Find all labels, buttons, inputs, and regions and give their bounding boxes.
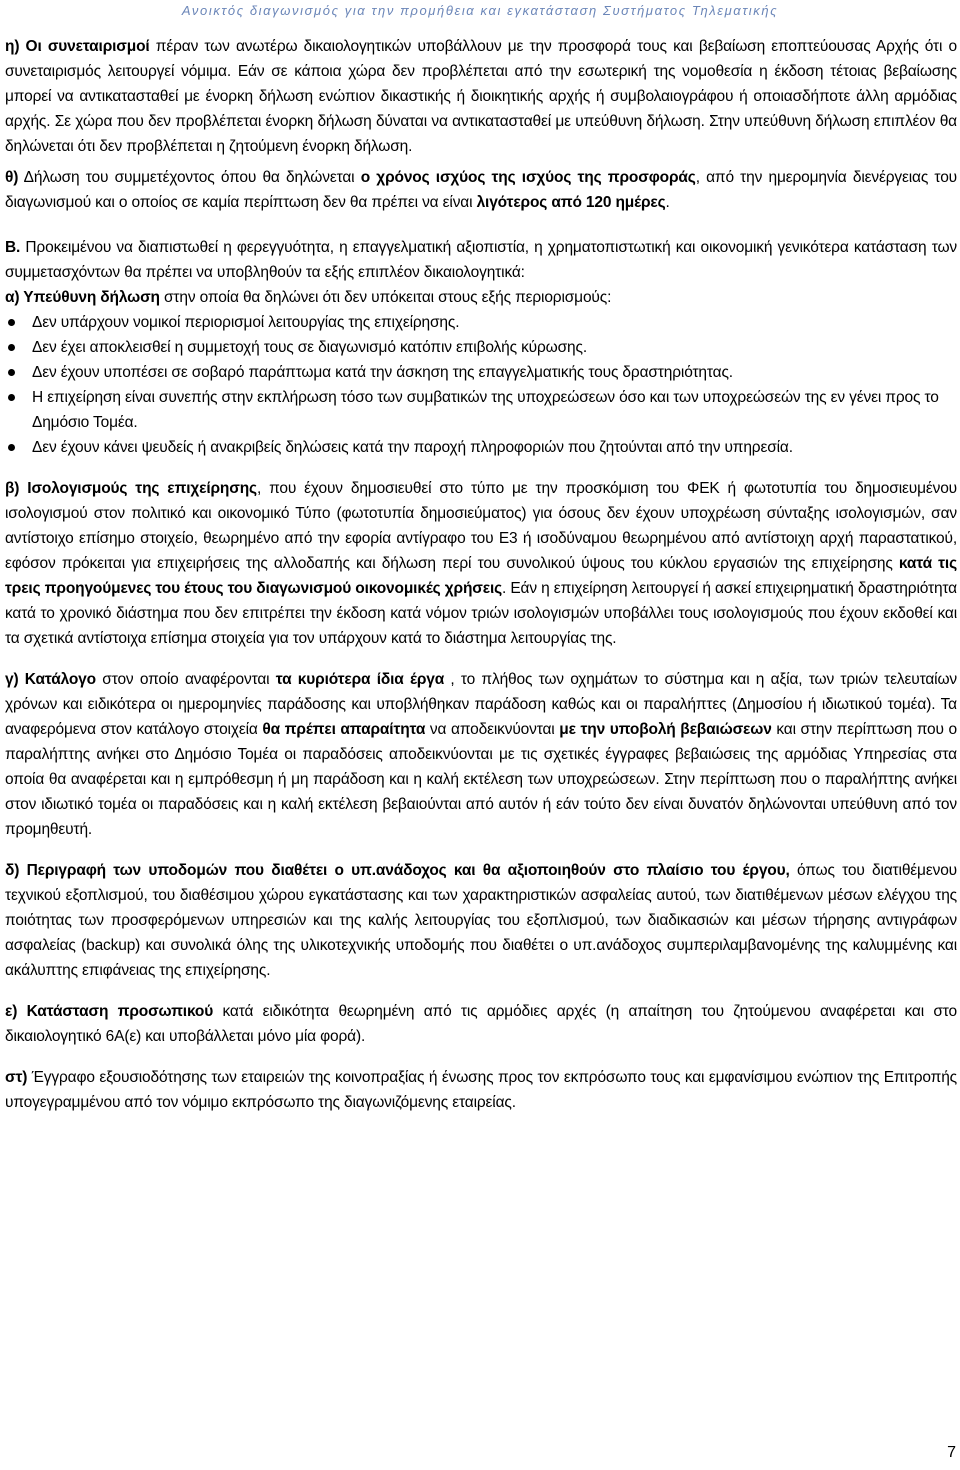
- paragraph-theta-text-1: Δήλωση του συμμετέχοντος όπου θα δηλώνεται: [18, 169, 361, 186]
- section-beta-heading: Β.: [5, 239, 21, 256]
- paragraph-vita-text-1: , που έχουν δημοσιευθεί στο τύπο με την προσκόμιση του ΦΕΚ ή φωτοτυπία του δημοσιευμένου ισολογισμού στον πολιτικό και οικονομικό Τύπο (φωτοτυπία δημοσιεύματος) για όσους δεν έχουν υποχρέωση σύνταξης ισολογισμών, σαν αντίστοιχο επίσημο στοιχείο, θεωρημένο από την εφορία αντίγραφο του Ε3 ή ισοδύναμου θεωρημένου από αντίστοιχη αρχή παραστατικού, εφόσον πρόκειται για επιχειρήσεις της αλλοδαπής και δήλωση περί του συνολικού ύψους του κύκλου εργασιών της επιχείρησης: [5, 480, 958, 572]
- section-beta-text: Προκειμένου να διαπιστωθεί η φερεγγυότητα, η επαγγελματική αξιοπιστία, η χρηματοπιστωτική και οικονομική γενικότερα κατάσταση των συμμετασχόντων θα πρέπει να υποβληθούν τα εξής επιπλέον δικαιολογητικά:: [5, 239, 957, 281]
- bullet-icon: [8, 369, 15, 376]
- paragraph-epsilon-text: κατά ειδικότητα θεωρημένη από τις αρμόδιες αρχές (η απαίτηση του ζητούμενου αναφέρεται και στο δικαιολογητικό 6Α(ε) και υποβάλλεται μόνο μία φορά).: [5, 1003, 958, 1045]
- list-item: [5, 335, 957, 360]
- paragraph-delta: [5, 858, 957, 983]
- list-item-text: Η επιχείρηση είναι συνεπής στην εκπλήρωση τόσο των συμβατικών της υποχρεώσεων όσο και των υποχρεώσεών της εν γένει προς το Δημόσιο Τομέα.: [32, 389, 939, 431]
- list-item-text: Δεν έχουν υποπέσει σε σοβαρό παράπτωμα κατά την άσκηση της επαγγελματικής τους δραστηριότητας.: [32, 364, 733, 381]
- paragraph-theta-heading: θ): [5, 169, 19, 186]
- paragraph-gamma: [5, 667, 957, 842]
- paragraph-stigma: [5, 1065, 957, 1115]
- paragraph-alpha: [5, 285, 957, 310]
- paragraph-epsilon-heading: ε) Κατάσταση προσωπικού: [5, 1003, 214, 1020]
- paragraph-gamma-text-4: και στην περίπτωση που ο παραλήπτης ανήκει στο Δημόσιο Τομέα οι παραδόσεις αποδεικνύονται με τις σχετικές έγγραφες βεβαιώσεις της αρμόδιας Υπηρεσίας στα οποία θα αναφέρεται και η εμπρόθεσμη ή μη παράδοση και η καλή εκτέλεση των υποχρεώσεων. Στην περίπτωση που ο παραλήπτης ανήκει στον ιδιωτικό τομέα οι παραδόσεις και η καλή εκτέλεση βεβαιούνται από αυτόν ή εάν τούτο δεν είναι δυνατόν δηλώνονται υπεύθυνη από τον προμηθευτή.: [5, 721, 957, 838]
- paragraph-theta-emphasis-1: ο χρόνος ισχύος της ισχύος της προσφοράς: [360, 169, 696, 186]
- paragraph-delta-heading: δ) Περιγραφή των υποδομών που διαθέτει ο υπ.ανάδοχος και θα αξιοποιηθούν στο πλαίσιο του έργου,: [5, 862, 790, 879]
- paragraph-alpha-heading: α) Υπεύθυνη δήλωση: [5, 289, 160, 306]
- list-item-text: Δεν υπάρχουν νομικοί περιορισμοί λειτουργίας της επιχείρησης.: [32, 314, 460, 331]
- paragraph-gamma-text-3: να αποδεικνύονται: [425, 721, 560, 738]
- paragraph-gamma-emphasis-3: με την υποβολή βεβαιώσεων: [559, 721, 772, 738]
- bullet-icon: [8, 394, 15, 401]
- page-number: 7: [947, 1444, 956, 1461]
- list-item: [5, 435, 957, 460]
- paragraph-theta-text-3: .: [665, 194, 670, 211]
- paragraph-theta: [5, 165, 957, 215]
- list-item-text: Δεν έχουν κάνει ψευδείς ή ανακριβείς δηλώσεις κατά την παροχή πληροφοριών που ζητούνται από την υπηρεσία.: [32, 439, 793, 456]
- paragraph-stigma-text: Έγγραφο εξουσιοδότησης των εταιρειών της κοινοπραξίας ή ένωσης προς τον εκπρόσωπο τους και εμφανίσιμου ενώπιον της Επιτροπής υπογεγραμμένου από τον νόμιμο εκπρόσωπο της διαγωνιζόμενης εταιρείας.: [5, 1069, 957, 1111]
- running-header: Ανοικτός διαγωνισμός για την προμήθεια και εγκατάσταση Συστήματος Τηλεματικής: [181, 3, 779, 18]
- paragraph-gamma-text-2: , το πλήθος των οχημάτων το σύστημα και η αξία, των τριών τελευταίων χρόνων και ειδικότερα οι ημερομηνίες παράδοσης και υποβλήθηκαν παράδοση καθώς και οι παραλήπτες (Δημοσίου ή ιδιωτικού τομέα). Τα αναφερόμενα στον κατάλογο στοιχεία: [5, 671, 957, 738]
- paragraph-vita: [5, 476, 957, 651]
- list-item: [5, 360, 957, 385]
- document-body: [5, 34, 957, 1115]
- paragraph-stigma-heading: στ): [5, 1069, 28, 1086]
- paragraph-vita-emphasis: κατά τις τρεις προηγούμενες του έτους του διαγωνισμού οικονομικές χρήσεις: [5, 555, 957, 597]
- paragraph-eta-text: πέραν των ανωτέρω δικαιολογητικών υποβάλλουν με την προσφορά τους και βεβαίωση εποπτεύουσας Αρχής ότι ο συνεταιρισμός λειτουργεί νόμιμα. Εάν σε κάποια χώρα δεν προβλέπεται από την εσωτερική της νομοθεσία η έκδοση τέτοιας βεβαίωσης μπορεί να αντικατασταθεί με ένορκη δήλωση ενώπιον δικαστικής ή διοικητικής αρχής ή συμβολαιογράφου ή οποιασδήποτε άλλη αρμόδιας αρχής. Σε χώρα που δεν προβλέπεται ένορκη δήλωση δύναται να αντικατασταθεί με υπεύθυνη δήλωση. Στην υπεύθυνη δήλωση επιπλέον θα δηλώνεται ότι δεν προβλέπεται η ζητούμενη ένορκη δήλωση.: [5, 38, 957, 155]
- bullet-icon: [8, 444, 15, 451]
- restrictions-list: [5, 310, 957, 460]
- bullet-icon: [8, 319, 15, 326]
- paragraph-gamma-text-1: στον οποίο αναφέρονται: [95, 671, 276, 688]
- paragraph-vita-text-2: . Εάν η επιχείρηση λειτουργεί ή ασκεί επιχειρηματική δραστηριότητα κατά το χρονικό διάστημα που δεν επιτρέπει την έκδοση κατά νόμον τριών ισολογισμών υποβάλλει τους ισολογισμούς που έχουν εκδοθεί και τα σχετικά αντίστοιχα επίσημα στοιχεία για τον υπάρχουν κατά το διάστημα λειτουργίας της.: [5, 580, 957, 647]
- paragraph-gamma-emphasis-2: θα πρέπει απαραίτητα: [262, 721, 426, 738]
- bullet-icon: [8, 344, 15, 351]
- list-item: [5, 385, 957, 435]
- paragraph-gamma-emphasis-1: τα κυριότερα ίδια έργα: [275, 671, 445, 688]
- section-beta-intro: [5, 235, 957, 285]
- paragraph-vita-heading: β) Ισολογισμούς της επιχείρησης: [5, 480, 257, 497]
- paragraph-theta-text-2: , από την ημερομηνία διενέργειας του διαγωνισμού και ο οποίος σε καμία περίπτωση δεν θα πρέπει να είναι: [5, 169, 957, 211]
- list-item-text: Δεν έχει αποκλεισθεί η συμμετοχή τους σε διαγωνισμό κατόπιν επιβολής κύρωσης.: [32, 339, 587, 356]
- paragraph-eta: [5, 34, 957, 159]
- paragraph-epsilon: [5, 999, 957, 1049]
- paragraph-delta-text: όπως του διατιθέμενου τεχνικού εξοπλισμού, του διαθέσιμου χώρου εγκατάστασης και των χαρακτηριστικών ασφαλείας αυτού, των διατιθέμενων μέσων ελέγχου της ποιότητας των προσφερόμενων υπηρεσιών και της καλής λειτουργίας του εξοπλισμού, των διαδικασιών και μέσων τήρησης αντιγράφων ασφαλείας (backup) και συνολικά όλης της υλικοτεχνικής υποδομής που διαθέτει ο υπ.ανάδοχος συμπεριλαμβανομένης της καλυμμένης και ακάλυπτης επιφάνειας της επιχείρησης.: [5, 862, 957, 979]
- paragraph-eta-heading: η) Οι συνεταιρισμοί: [5, 38, 150, 55]
- paragraph-theta-emphasis-2: λιγότερος από 120 ημέρες: [476, 194, 666, 211]
- paragraph-alpha-text: στην οποία θα δηλώνει ότι δεν υπόκειται στους εξής περιορισμούς:: [159, 289, 612, 306]
- paragraph-gamma-heading: γ) Κατάλογο: [5, 671, 96, 688]
- list-item: [5, 310, 957, 335]
